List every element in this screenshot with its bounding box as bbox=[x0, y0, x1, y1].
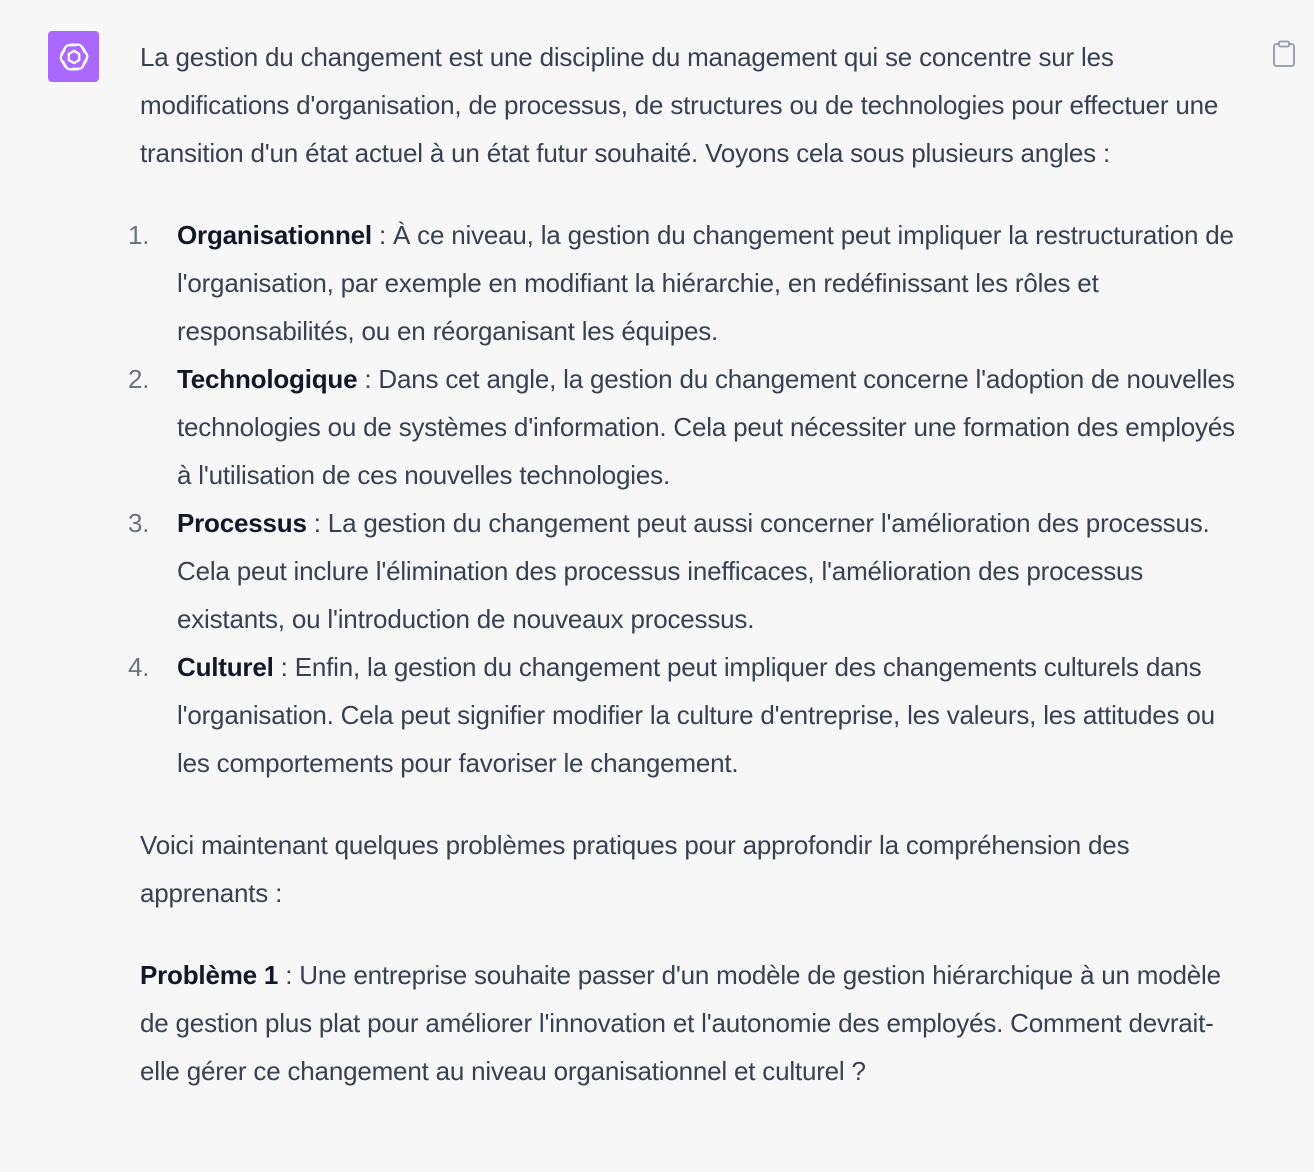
list-item-text: : À ce niveau, la gestion du changement peut impliquer la restructuration de l'organisation, par exemple en modifiant la hiérarchie, en redéfinissant les rôles et responsabilités, ou en réorganisant les équipes. bbox=[177, 220, 1234, 346]
problem-1-paragraph bbox=[140, 951, 1250, 1095]
list-number: 2. bbox=[128, 364, 150, 394]
problem-1-text: : Une entreprise souhaite passer d'un modèle de gestion hiérarchique à un modèle de gestion plus plat pour améliorer l'innovation et l'autonomie des employés. Comment devrait-elle gérer ce changement au niveau organisationnel et culturel ? bbox=[140, 960, 1221, 1086]
list-number: 1. bbox=[128, 220, 150, 250]
list-item bbox=[128, 355, 1250, 499]
list-item-title: Technologique bbox=[177, 364, 358, 394]
list-item-text: : La gestion du changement peut aussi concerner l'amélioration des processus. Cela peut inclure l'élimination des processus inefficaces, l'amélioration des processus existants, ou l'introduction de nouveaux processus. bbox=[177, 508, 1210, 634]
list-item-title: Organisationnel bbox=[177, 220, 372, 250]
list-item-title: Culturel bbox=[177, 652, 274, 682]
list-item-text: : Dans cet angle, la gestion du changement concerne l'adoption de nouvelles technologies ou de systèmes d'information. Cela peut nécessiter une formation des employés à l'utilisation de ces nouvelles technologies. bbox=[177, 364, 1235, 490]
list-item bbox=[128, 499, 1250, 643]
openai-logo-icon bbox=[55, 38, 93, 76]
transition-paragraph: Voici maintenant quelques problèmes pratiques pour approfondir la compréhension des apprenants : bbox=[140, 830, 1130, 908]
assistant-avatar bbox=[48, 31, 99, 82]
list-item-text: : Enfin, la gestion du changement peut impliquer des changements culturels dans l'organisation. Cela peut signifier modifier la culture d'entreprise, les valeurs, les attitudes ou les comportements pour favoriser le changement. bbox=[177, 652, 1215, 778]
copy-button[interactable] bbox=[1268, 38, 1300, 70]
list-item-title: Processus bbox=[177, 508, 307, 538]
angles-list bbox=[128, 211, 1250, 787]
problem-1-title: Problème 1 bbox=[140, 960, 279, 990]
list-number: 3. bbox=[128, 508, 150, 538]
list-item bbox=[128, 643, 1250, 787]
list-item bbox=[128, 211, 1250, 355]
assistant-message bbox=[128, 33, 1250, 1095]
intro-paragraph: La gestion du changement est une discipline du management qui se concentre sur les modifications d'organisation, de processus, de structures ou de technologies pour effectuer une transition d'un état actuel à un état futur souhaité. Voyons cela sous plusieurs angles : bbox=[140, 42, 1219, 168]
list-number: 4. bbox=[128, 652, 150, 682]
clipboard-icon bbox=[1272, 40, 1296, 68]
